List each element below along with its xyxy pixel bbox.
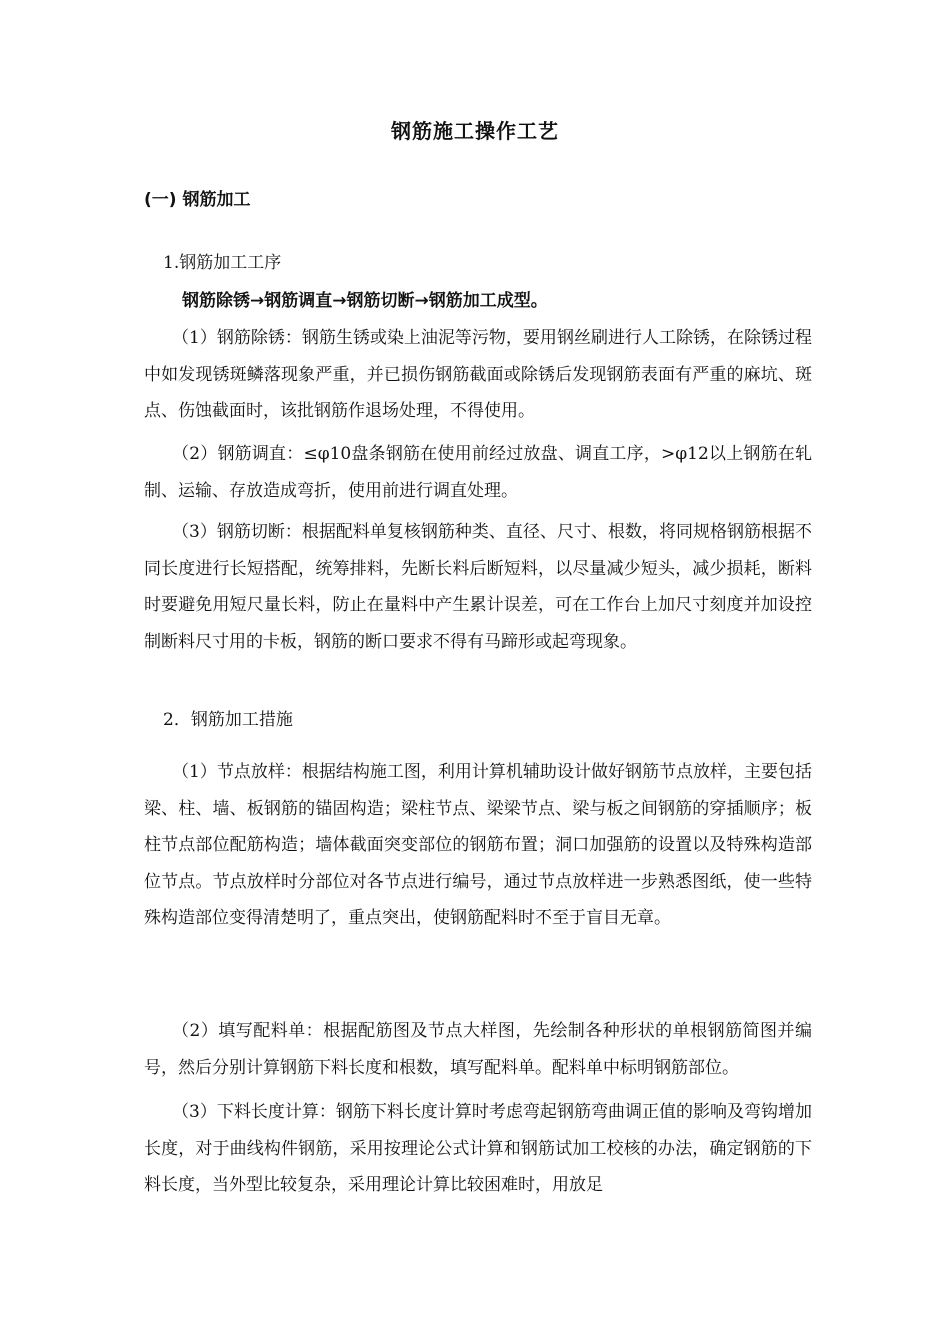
section-heading: (一) 钢筋加工	[144, 190, 251, 210]
paragraph-derusting: （1）钢筋除锈：钢筋生锈或染上油泥等污物，要用钢丝刷进行人工除锈，在除锈过程中如发现锈斑鳞落现象严重，并已损伤钢筋截面或除锈后发现钢筋表面有严重的麻坑、斑点、伤蚀截面时，该批钢筋作退场处理，不得使用。	[144, 328, 812, 421]
paragraph-cutting: （3）钢筋切断：根据配料单复核钢筋种类、直径、尺寸、根数，将同规格钢筋根据不同长度进行长短搭配，统筹排料，先断长料后断短料，以尽量减少短头，减少损耗，断料时要避免用短尺量长料，防止在量料中产生累计误差，可在工作台上加尺寸刻度并加设控制断料尺寸用的卡板，钢筋的断口要求不得有马蹄形或起弯现象。	[144, 522, 812, 652]
subsection-heading-1: 1.钢筋加工工序	[163, 253, 282, 273]
paragraph-cutting-list: （2）填写配料单：根据配筋图及节点大样图，先绘制各种形状的单根钢筋简图并编号，然后分别计算钢筋下料长度和根数，填写配料单。配料单中标明钢筋部位。	[144, 1021, 812, 1078]
paragraph-straightening: （2）钢筋调直：≤φ10盘条钢筋在使用前经过放盘、调直工序，>φ12以上钢筋在轧制、运输、存放造成弯折，使用前进行调直处理。	[144, 444, 812, 501]
page-title: 钢筋施工操作工艺	[391, 119, 559, 143]
paragraph-node-layout: （1）节点放样：根据结构施工图，利用计算机辅助设计做好钢筋节点放样，主要包括梁、柱、墙、板钢筋的锚固构造；梁柱节点、梁梁节点、梁与板之间钢筋的穿插顺序；板柱节点部位配筋构造；墙体截面突变部位的钢筋布置；洞口加强筋的设置以及特殊构造部位节点。节点放样时分部位对各节点进行编号，通过节点放样进一步熟悉图纸，使一些特殊构造部位变得清楚明了，重点突出，使钢筋配料时不至于盲目无章。	[144, 762, 812, 928]
subsection-heading-2: 2．钢筋加工措施	[163, 710, 293, 730]
process-flow: 钢筋除锈→钢筋调直→钢筋切断→钢筋加工成型。	[182, 291, 548, 311]
paragraph-length-calculation: （3）下料长度计算：钢筋下料长度计算时考虑弯起钢筋弯曲调正值的影响及弯钩增加长度，对于曲线构件钢筋，采用按理论公式计算和钢筋试加工校核的办法，确定钢筋的下料长度，当外型比较复杂，采用理论计算比较困难时，用放足	[144, 1102, 812, 1195]
